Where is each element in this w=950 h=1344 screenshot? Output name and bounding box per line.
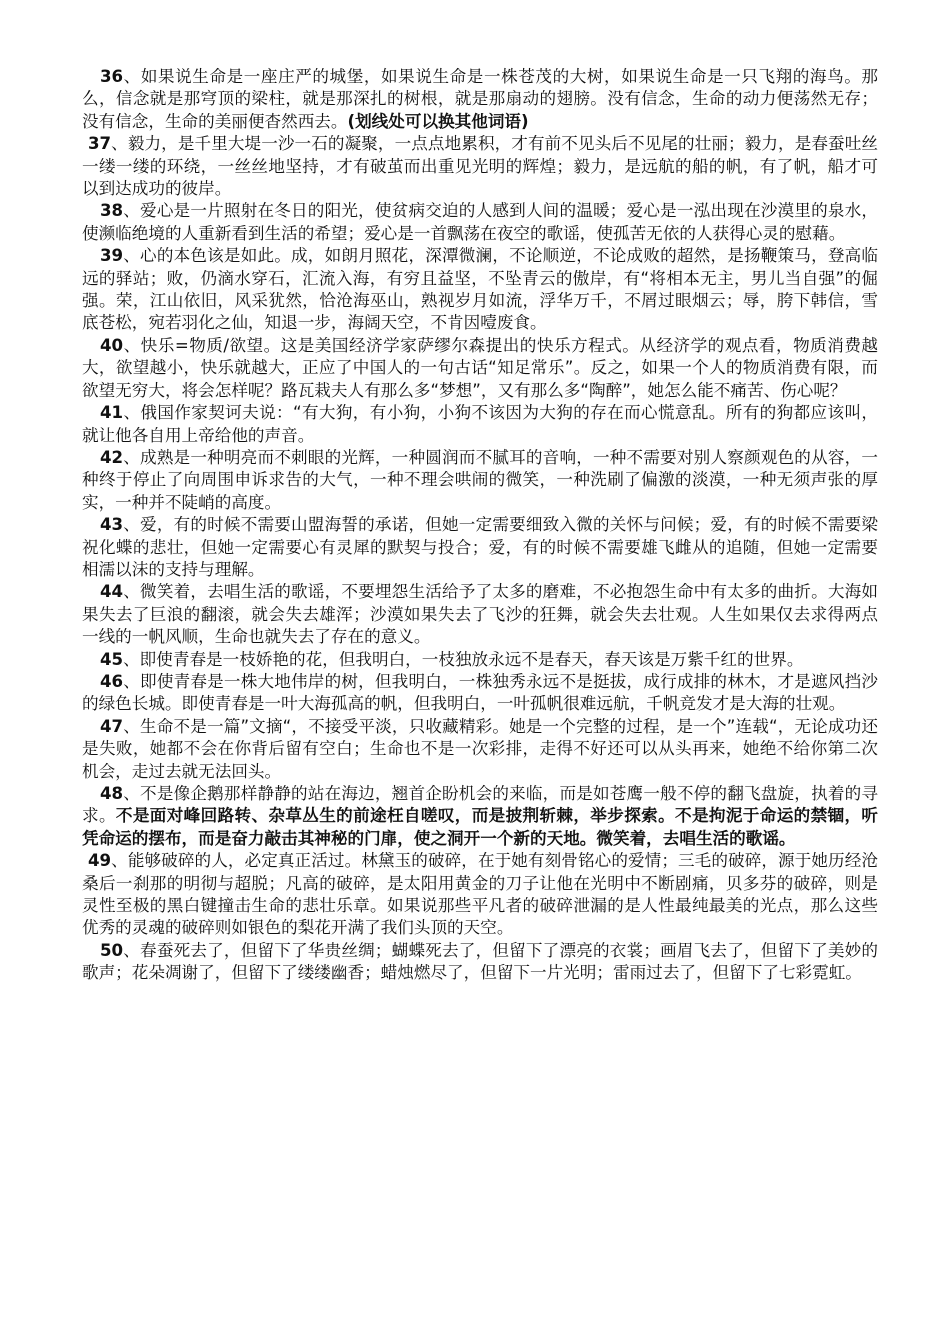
paragraph-note: (划线处可以换其他词语) <box>347 111 529 131</box>
paragraph-text: 、爱心是一片照射在冬日的阳光，使贫病交迫的人感到人间的温暖；爱心是一泓出现在沙漠里的泉水，使濒临绝境的人重新看到生活的希望；爱心是一首飘荡在夜空的歌谣，使孤苦无依的人获得心灵的慰藉。 <box>82 201 878 243</box>
paragraph-text: 、如果说生命是一座庄严的城堡，如果说生命是一株苍茂的大树，如果说生命是一只飞翔的海鸟。那么，信念就是那穹顶的梁柱，就是那深扎的树根，就是那扇动的翅膀。没有信念，生命的动力便荡然无存；没有信念，生命的美丽便杳然西去。 <box>82 67 878 131</box>
paragraph-text: 、毅力，是千里大堤一沙一石的凝聚，一点点地累积，才有前不见头后不见尾的壮丽；毅力，是春蚕吐丝一缕一缕的环绕，一丝丝地坚持，才有破茧而出重见光明的辉煌；毅力，是远航的船的帆，有了帆，船才可以到达成功的彼岸。 <box>82 134 878 199</box>
paragraph-text: 、快乐=物质/欲望。这是美国经济学家萨缪尔森提出的快乐方程式。从经济学的观点看，物质消费越大，欲望越小，快乐就越大，正应了中国人的一句古话“知足常乐”。反之，如果一个人的物质消费有限，而欲望无穷大，将会怎样呢？路瓦栽夫人有那么多“梦想”，又有那么多“陶醉”，她怎么能不痛苦、伤心呢？ <box>82 335 878 400</box>
paragraph-37 <box>82 133 878 200</box>
paragraph-text: 、不是像企鹅那样静静的站在海边，翘首企盼机会的来临，而是如苍鹰一般不停的翻飞盘旋，执着的寻求。 <box>82 784 878 826</box>
paragraph-48 <box>82 783 878 850</box>
paragraph-text: 、春蚕死去了，但留下了华贵丝绸；蝴蝶死去了，但留下了漂亮的衣裳；画眉飞去了，但留下了美妙的歌声；花朵凋谢了，但留下了缕缕幽香；蜡烛燃尽了，但留下一片光明；雷雨过去了，但留下了七彩霓虹。 <box>82 940 878 983</box>
paragraph-text: 、能够破碎的人，必定真正活过。林黛玉的破碎，在于她有刻骨铭心的爱情；三毛的破碎，源于她历经沧桑后一刹那的明彻与超脱；凡高的破碎，是太阳用黄金的刀子让他在光明中不断剧痛，贝多芬的破碎，则是灵性至极的黑白键撞击生命的悲壮乐章。如果说那些平凡者的破碎泄漏的是人性最纯最美的光点，那么这些优秀的灵魂的破碎则如银色的梨花开满了我们头顶的天空。 <box>82 851 878 938</box>
paragraph-49 <box>82 850 878 940</box>
paragraph-36 <box>82 66 878 133</box>
paragraph-number: 43 <box>100 515 124 535</box>
paragraph-41 <box>82 402 878 447</box>
paragraph-number: 47 <box>100 716 124 736</box>
paragraph-42 <box>82 447 878 514</box>
paragraph-number: 40 <box>100 335 124 355</box>
paragraph-text: 、即使青春是一株大地伟岸的树，但我明白，一株独秀永远不是挺拔，成行成排的林木，才是遮风挡沙的绿色长城。即使青春是一叶大海孤高的帆，但我明白，一叶孤帆很难远航，千帆竞发才是大海的壮观。 <box>82 671 878 714</box>
paragraph-text: 、微笑着，去唱生活的歌谣，不要埋怨生活给予了太多的磨难，不必抱怨生命中有太多的曲折。大海如果失去了巨浪的翻滚，就会失去雄浑；沙漠如果失去了飞沙的狂舞，就会失去壮观。人生如果仅去求得两点一线的一帆风顺，生命也就失去了存在的意义。 <box>82 582 878 647</box>
paragraph-text: 、心的本色该是如此。成，如朗月照花，深潭微澜，不论顺逆，不论成败的超然，是扬鞭策马，登高临远的驿站；败，仍滴水穿石，汇流入海，有穷且益坚，不坠青云的傲岸，有“将相本无主，男儿当自强”的倔强。荣，江山依旧，风采犹然，恰沧海巫山，熟视岁月如流，浮华万千，不屑过眼烟云；辱，胯下韩信，雪底苍松，宛若羽化之仙，知退一步，海阔天空，不肯因噎废食。 <box>82 246 878 333</box>
paragraph-40 <box>82 335 878 402</box>
document-page <box>82 66 878 985</box>
paragraph-text: 、即使青春是一枝娇艳的花，但我明白，一枝独放永远不是春天，春天该是万紫千红的世界。 <box>123 649 804 669</box>
paragraph-43 <box>82 514 878 581</box>
paragraph-text: 、生命不是一篇”文摘“，不接受平淡，只收藏精彩。她是一个完整的过程，是一个”连载“，无论成功还是失败，她都不会在你背后留有空白；生命也不是一次彩排，走得不好还可以从头再来，她绝不给你第二次机会，走过去就无法回头。 <box>82 716 878 781</box>
paragraph-number: 42 <box>100 447 124 467</box>
paragraph-number: 36 <box>100 67 124 86</box>
paragraph-number: 49 <box>88 851 112 871</box>
paragraph-50 <box>82 940 878 985</box>
paragraph-text: 、爱，有的时候不需要山盟海誓的承诺，但她一定需要细致入微的关怀与问候；爱，有的时候不需要梁祝化蝶的悲壮，但她一定需要心有灵犀的默契与投合；爱，有的时候不需要雄飞雌从的追随，但她一定需要相濡以沫的支持与理解。 <box>82 515 878 579</box>
paragraph-number: 39 <box>100 246 124 266</box>
paragraph-44 <box>82 581 878 648</box>
paragraph-39 <box>82 245 878 335</box>
paragraph-number: 37 <box>88 134 112 154</box>
paragraph-number: 48 <box>100 784 124 803</box>
paragraph-number: 44 <box>100 582 124 602</box>
paragraph-number: 38 <box>100 201 124 221</box>
paragraph-47 <box>82 716 878 783</box>
paragraph-text: 、俄国作家契诃夫说：“有大狗，有小狗，小狗不该因为大狗的存在而心慌意乱。所有的狗都应该叫，就让他各自用上帝给他的声音。 <box>82 403 878 445</box>
paragraph-number: 41 <box>100 403 124 423</box>
paragraph-46 <box>82 671 878 716</box>
paragraph-38 <box>82 200 878 245</box>
paragraph-number: 45 <box>100 649 124 669</box>
paragraph-number: 50 <box>100 940 124 960</box>
paragraph-45 <box>82 649 878 671</box>
paragraph-number: 46 <box>100 671 124 691</box>
paragraph-text: 、成熟是一种明亮而不刺眼的光辉，一种圆润而不腻耳的音响，一种不需要对别人察颜观色的从容，一种终于停止了向周围申诉求告的大气，一种不理会哄闹的微笑，一种洗刷了偏激的淡漠，一种无须声张的厚实，一种并不陡峭的高度。 <box>82 447 878 512</box>
paragraph-bold-text: 不是面对峰回路转、杂草丛生的前途枉自嗟叹，而是披荆斩棘，举步探索。不是拘泥于命运的禁锢，听凭命运的摆布，而是奋力敲击其神秘的门扉，使之洞开一个新的天地。微笑着，去唱生活的歌谣。 <box>82 806 879 848</box>
